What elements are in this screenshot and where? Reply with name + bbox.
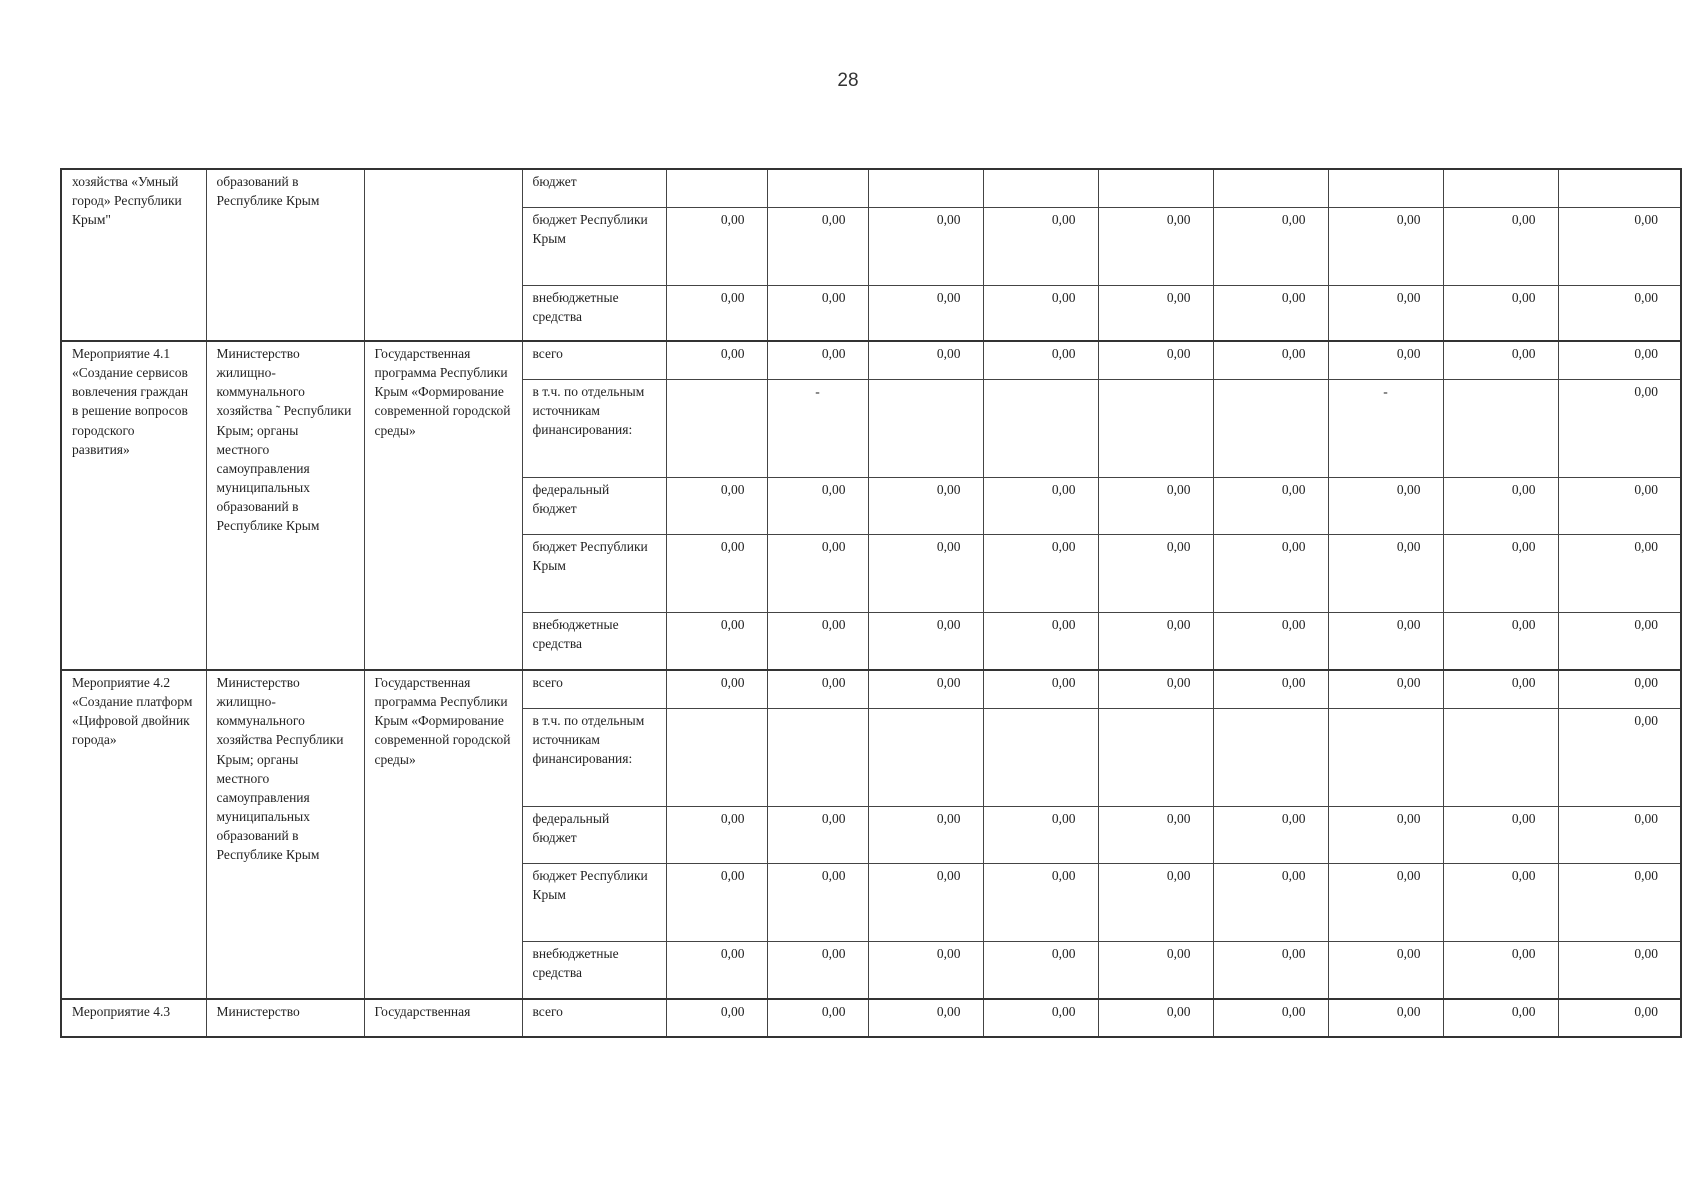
- amount-cell: 0,00: [983, 285, 1098, 341]
- amount-cell: 0,00: [983, 534, 1098, 612]
- measure-name-cell: хозяйства «Умный город» Республики Крым": [61, 169, 206, 341]
- amount-cell: [1328, 708, 1443, 806]
- amount-cell: 0,00: [1558, 708, 1681, 806]
- amount-cell: 0,00: [868, 534, 983, 612]
- amount-cell: [666, 379, 767, 477]
- amount-cell: 0,00: [1213, 477, 1328, 534]
- amount-cell: [983, 169, 1098, 207]
- amount-cell: -: [767, 379, 868, 477]
- amount-cell: 0,00: [983, 670, 1098, 708]
- amount-cell: 0,00: [767, 477, 868, 534]
- amount-cell: 0,00: [1558, 941, 1681, 999]
- amount-cell: 0,00: [1098, 941, 1213, 999]
- amount-cell: 0,00: [1328, 670, 1443, 708]
- amount-cell: 0,00: [1098, 207, 1213, 285]
- amount-cell: 0,00: [868, 341, 983, 379]
- amount-cell: 0,00: [767, 670, 868, 708]
- amount-cell: 0,00: [666, 285, 767, 341]
- funding-source-label: в т.ч. по отдельным источникам финансирования:: [522, 708, 666, 806]
- amount-cell: 0,00: [1098, 670, 1213, 708]
- amount-cell: 0,00: [1443, 941, 1558, 999]
- amount-cell: [868, 169, 983, 207]
- amount-cell: [1558, 169, 1681, 207]
- amount-cell: 0,00: [1098, 341, 1213, 379]
- amount-cell: 0,00: [1328, 341, 1443, 379]
- program-cell: Государственная программа Республики Крым «Формирование современной городской среды»: [364, 670, 522, 999]
- amount-cell: 0,00: [1443, 670, 1558, 708]
- amount-cell: 0,00: [666, 670, 767, 708]
- amount-cell: 0,00: [1558, 285, 1681, 341]
- amount-cell: 0,00: [1558, 999, 1681, 1037]
- funding-source-label: всего: [522, 999, 666, 1037]
- funding-source-label: всего: [522, 341, 666, 379]
- amount-cell: 0,00: [666, 207, 767, 285]
- amount-cell: 0,00: [767, 534, 868, 612]
- amount-cell: [1098, 379, 1213, 477]
- amount-cell: [1213, 708, 1328, 806]
- amount-cell: 0,00: [1558, 341, 1681, 379]
- amount-cell: [1098, 169, 1213, 207]
- amount-cell: 0,00: [983, 863, 1098, 941]
- amount-cell: 0,00: [666, 863, 767, 941]
- measure-name-cell: Мероприятие 4.2 «Создание платформ «Цифровой двойник города»: [61, 670, 206, 999]
- amount-cell: 0,00: [666, 612, 767, 670]
- table-row: [61, 999, 1681, 1037]
- amount-cell: 0,00: [1213, 941, 1328, 999]
- funding-source-label: федеральный бюджет: [522, 477, 666, 534]
- funding-source-label: в т.ч. по отдельным источникам финансирования:: [522, 379, 666, 477]
- amount-cell: 0,00: [868, 941, 983, 999]
- amount-cell: 0,00: [868, 477, 983, 534]
- amount-cell: -: [1328, 379, 1443, 477]
- funding-source-label: федеральный бюджет: [522, 806, 666, 863]
- amount-cell: 0,00: [1213, 999, 1328, 1037]
- program-cell: [364, 169, 522, 341]
- amount-cell: 0,00: [1558, 863, 1681, 941]
- amount-cell: 0,00: [1213, 207, 1328, 285]
- amount-cell: 0,00: [983, 941, 1098, 999]
- amount-cell: 0,00: [666, 341, 767, 379]
- responsible-executor-cell: Министерство жилищно-коммунального хозяйства Республики Крым; органы местного самоуправления муниципальных образований в Республике Крым: [206, 670, 364, 999]
- amount-cell: 0,00: [983, 806, 1098, 863]
- amount-cell: 0,00: [1098, 477, 1213, 534]
- amount-cell: [1443, 708, 1558, 806]
- responsible-executor-cell: образований в Республике Крым: [206, 169, 364, 341]
- amount-cell: 0,00: [1098, 612, 1213, 670]
- amount-cell: [767, 169, 868, 207]
- amount-cell: 0,00: [1443, 612, 1558, 670]
- amount-cell: 0,00: [1213, 534, 1328, 612]
- amount-cell: 0,00: [1213, 806, 1328, 863]
- amount-cell: 0,00: [1098, 999, 1213, 1037]
- amount-cell: 0,00: [1098, 285, 1213, 341]
- funding-source-label: внебюджетные средства: [522, 941, 666, 999]
- amount-cell: 0,00: [767, 806, 868, 863]
- amount-cell: 0,00: [868, 863, 983, 941]
- amount-cell: 0,00: [1443, 863, 1558, 941]
- amount-cell: 0,00: [1443, 477, 1558, 534]
- amount-cell: [1098, 708, 1213, 806]
- amount-cell: 0,00: [666, 534, 767, 612]
- amount-cell: 0,00: [666, 806, 767, 863]
- measure-name-cell: Мероприятие 4.3: [61, 999, 206, 1037]
- amount-cell: 0,00: [767, 285, 868, 341]
- amount-cell: 0,00: [983, 477, 1098, 534]
- amount-cell: 0,00: [1558, 534, 1681, 612]
- amount-cell: [868, 379, 983, 477]
- amount-cell: [666, 708, 767, 806]
- amount-cell: 0,00: [1558, 379, 1681, 477]
- amount-cell: [1213, 379, 1328, 477]
- responsible-executor-cell: Министерство жилищно-коммунального хозяйства ˜ Республики Крым; органы местного самоуправления муниципальных образований в Республике Крым: [206, 341, 364, 670]
- amount-cell: 0,00: [767, 999, 868, 1037]
- amount-cell: 0,00: [1558, 207, 1681, 285]
- amount-cell: 0,00: [1213, 341, 1328, 379]
- program-cell: Государственная программа Республики Крым «Формирование современной городской среды»: [364, 341, 522, 670]
- amount-cell: 0,00: [1443, 999, 1558, 1037]
- amount-cell: 0,00: [1098, 806, 1213, 863]
- amount-cell: 0,00: [767, 941, 868, 999]
- amount-cell: [868, 708, 983, 806]
- amount-cell: [1443, 169, 1558, 207]
- amount-cell: 0,00: [1328, 863, 1443, 941]
- funding-source-label: бюджет Республики Крым: [522, 534, 666, 612]
- amount-cell: 0,00: [1213, 612, 1328, 670]
- table-row: [61, 169, 1681, 207]
- amount-cell: 0,00: [868, 670, 983, 708]
- amount-cell: 0,00: [1443, 806, 1558, 863]
- amount-cell: [767, 708, 868, 806]
- amount-cell: [1213, 169, 1328, 207]
- funding-source-label: бюджет Республики Крым: [522, 207, 666, 285]
- amount-cell: 0,00: [983, 341, 1098, 379]
- amount-cell: 0,00: [868, 999, 983, 1037]
- amount-cell: 0,00: [1328, 941, 1443, 999]
- amount-cell: 0,00: [983, 207, 1098, 285]
- amount-cell: 0,00: [1443, 534, 1558, 612]
- amount-cell: 0,00: [1328, 477, 1443, 534]
- amount-cell: 0,00: [1328, 534, 1443, 612]
- amount-cell: 0,00: [1328, 285, 1443, 341]
- measure-name-cell: Мероприятие 4.1 «Создание сервисов вовлечения граждан в решение вопросов городского развития»: [61, 341, 206, 670]
- funding-source-label: всего: [522, 670, 666, 708]
- funding-table: [60, 168, 1682, 1038]
- amount-cell: [983, 379, 1098, 477]
- responsible-executor-cell: Министерство: [206, 999, 364, 1037]
- funding-source-label: внебюджетные средства: [522, 285, 666, 341]
- amount-cell: [666, 169, 767, 207]
- amount-cell: 0,00: [1558, 670, 1681, 708]
- amount-cell: 0,00: [1558, 612, 1681, 670]
- amount-cell: 0,00: [1328, 207, 1443, 285]
- amount-cell: 0,00: [767, 863, 868, 941]
- amount-cell: 0,00: [983, 612, 1098, 670]
- amount-cell: [1443, 379, 1558, 477]
- amount-cell: 0,00: [767, 207, 868, 285]
- program-cell: Государственная: [364, 999, 522, 1037]
- amount-cell: [983, 708, 1098, 806]
- funding-source-label: бюджет: [522, 169, 666, 207]
- amount-cell: 0,00: [868, 806, 983, 863]
- amount-cell: 0,00: [666, 999, 767, 1037]
- funding-source-label: внебюджетные средства: [522, 612, 666, 670]
- amount-cell: 0,00: [1098, 534, 1213, 612]
- funding-source-label: бюджет Республики Крым: [522, 863, 666, 941]
- amount-cell: 0,00: [666, 941, 767, 999]
- amount-cell: 0,00: [868, 207, 983, 285]
- table-row: [61, 341, 1681, 379]
- amount-cell: 0,00: [1328, 612, 1443, 670]
- amount-cell: [1328, 169, 1443, 207]
- amount-cell: 0,00: [1328, 806, 1443, 863]
- amount-cell: 0,00: [1213, 670, 1328, 708]
- amount-cell: 0,00: [1213, 863, 1328, 941]
- amount-cell: 0,00: [767, 612, 868, 670]
- amount-cell: 0,00: [1558, 806, 1681, 863]
- amount-cell: 0,00: [1558, 477, 1681, 534]
- amount-cell: 0,00: [868, 285, 983, 341]
- amount-cell: 0,00: [983, 999, 1098, 1037]
- amount-cell: 0,00: [1328, 999, 1443, 1037]
- page-number: 28: [837, 70, 859, 91]
- amount-cell: 0,00: [767, 341, 868, 379]
- amount-cell: 0,00: [666, 477, 767, 534]
- table-row: [61, 670, 1681, 708]
- amount-cell: 0,00: [1443, 285, 1558, 341]
- amount-cell: 0,00: [1213, 285, 1328, 341]
- amount-cell: 0,00: [1443, 341, 1558, 379]
- amount-cell: 0,00: [1098, 863, 1213, 941]
- amount-cell: 0,00: [1443, 207, 1558, 285]
- amount-cell: 0,00: [868, 612, 983, 670]
